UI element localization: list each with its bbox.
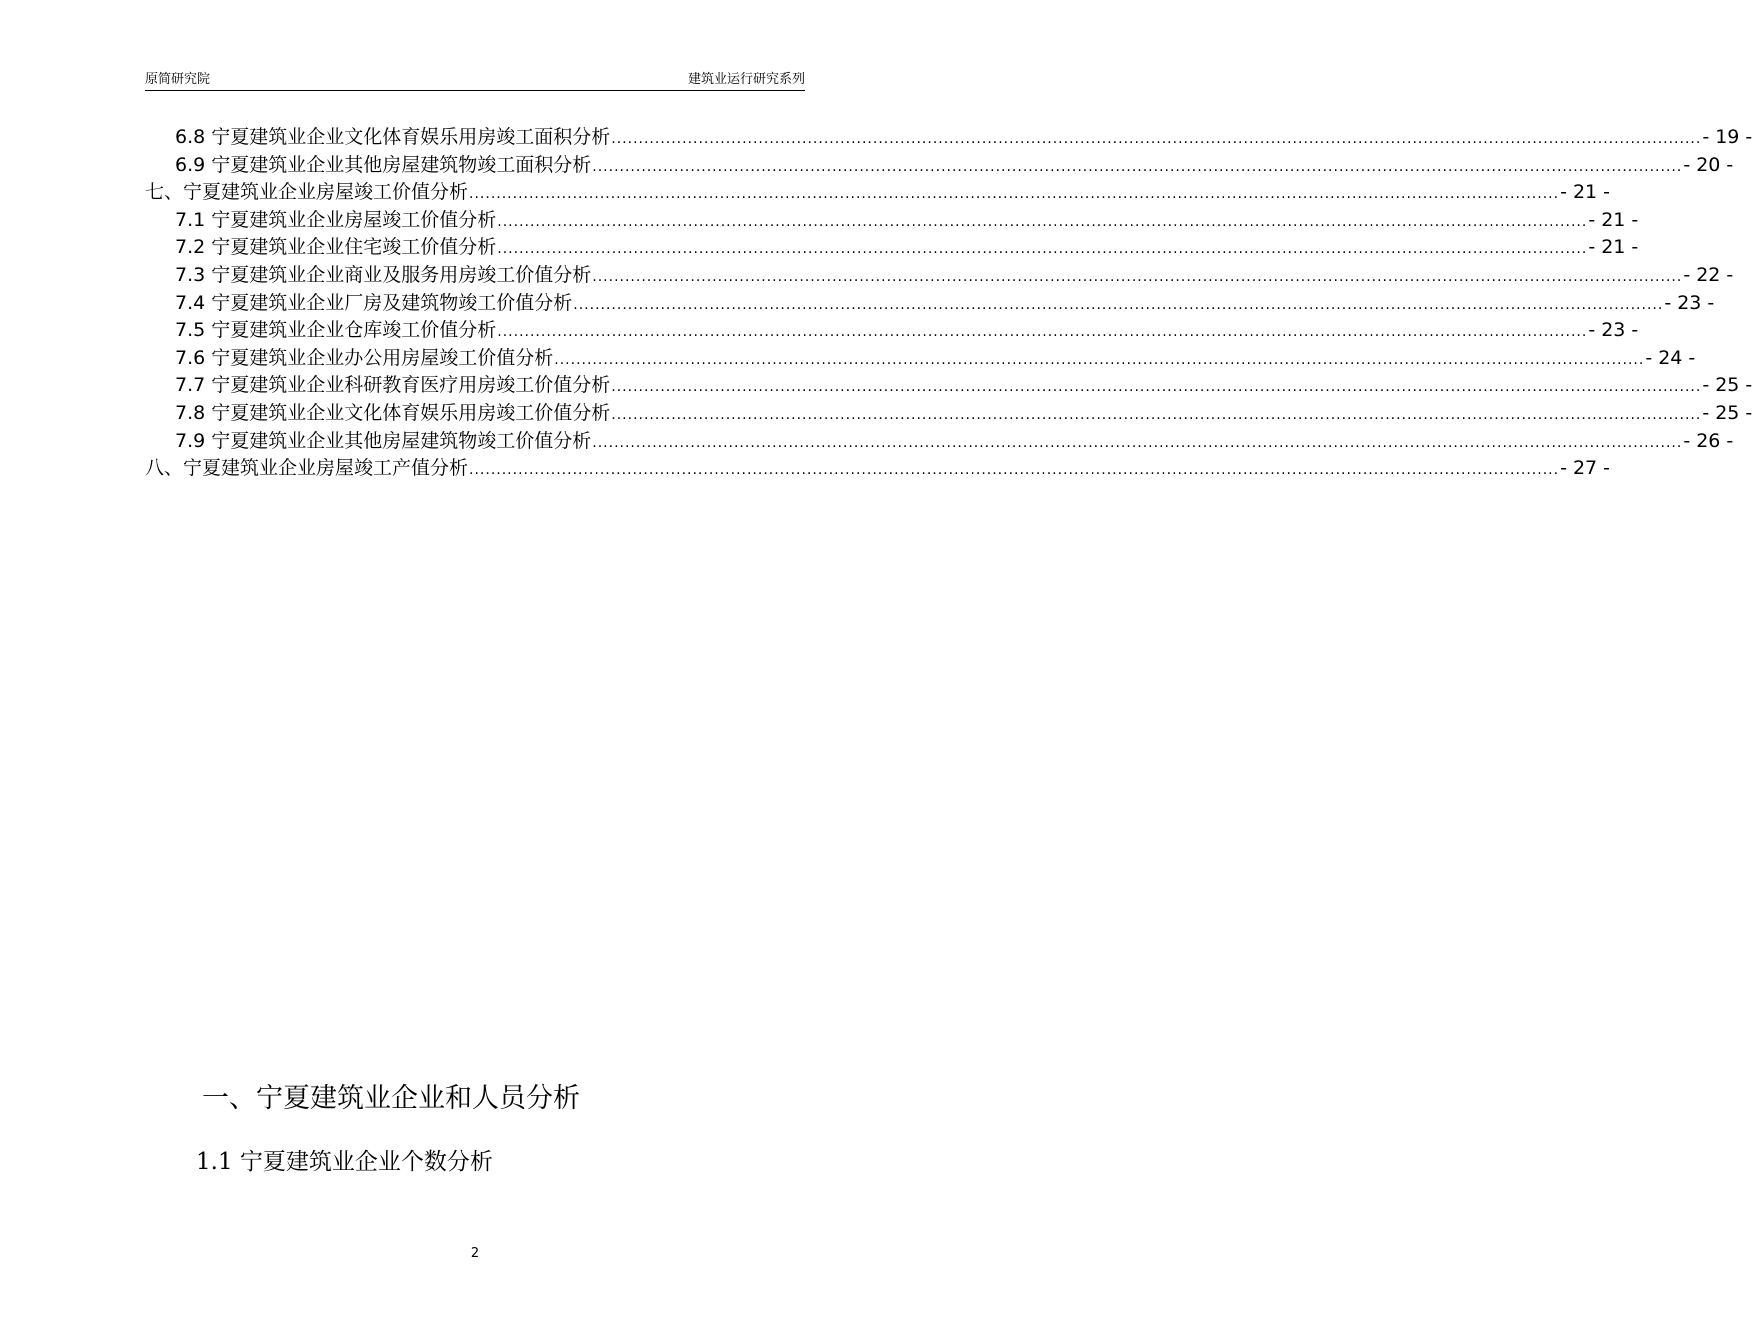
toc-entry-title: 6.9 宁夏建筑业企业其他房屋建筑物竣工面积分析 xyxy=(175,153,592,176)
toc-leader-dots: ........................................................................................................................................................................................................ xyxy=(592,158,1683,175)
toc-entry-page: - 26 - xyxy=(1683,429,1734,452)
toc-leader-dots: ........................................................................................................................................................................................................ xyxy=(611,379,1702,396)
toc-entry-title: 7.5 宁夏建筑业企业仓库竣工价值分析 xyxy=(175,319,497,342)
toc-entry[interactable] xyxy=(145,288,1715,316)
toc-entry[interactable] xyxy=(145,343,1696,371)
toc-entry-page: - 22 - xyxy=(1683,263,1734,286)
toc-entry-page: - 19 - xyxy=(1702,126,1752,148)
toc-entry-title: 7.6 宁夏建筑业企业办公用房屋竣工价值分析 xyxy=(175,346,554,369)
toc-entry-title: 7.7 宁夏建筑业企业科研教育医疗用房竣工价值分析 xyxy=(175,374,611,397)
toc-entry-page: - 21 - xyxy=(1588,208,1639,231)
toc-entry[interactable] xyxy=(145,122,1752,150)
toc-entry[interactable] xyxy=(145,205,1639,233)
toc-entry[interactable] xyxy=(145,453,1611,481)
toc-leader-dots: ........................................................................................................................................................................................................ xyxy=(469,186,1560,203)
toc-entry[interactable] xyxy=(145,177,1611,205)
page-number: 2 xyxy=(470,1246,480,1261)
toc-entry[interactable] xyxy=(145,232,1639,260)
toc-entry-page: - 23 - xyxy=(1664,291,1715,314)
toc-entry-title: 7.9 宁夏建筑业企业其他房屋建筑物竣工价值分析 xyxy=(175,429,592,452)
toc-entry-page: - 24 - xyxy=(1645,346,1696,369)
header-right: 建筑业运行研究系列 xyxy=(687,72,805,87)
toc-entry-page: - 25 - xyxy=(1702,401,1752,424)
table-of-contents xyxy=(145,122,1752,481)
toc-entry[interactable] xyxy=(145,150,1734,178)
toc-entry[interactable] xyxy=(145,315,1639,343)
toc-entry[interactable] xyxy=(145,260,1734,288)
section-heading: 一、宁夏建筑业企业和人员分析 xyxy=(202,1083,580,1114)
header-left: 原简研究院 xyxy=(145,72,211,87)
toc-leader-dots: ........................................................................................................................................................................................................ xyxy=(611,131,1702,147)
toc-entry-page: - 21 - xyxy=(1560,181,1611,204)
header-divider xyxy=(145,90,805,91)
toc-entry-title: 7.4 宁夏建筑业企业厂房及建筑物竣工价值分析 xyxy=(175,291,573,314)
toc-entry-page: - 23 - xyxy=(1588,319,1639,342)
toc-leader-dots: ........................................................................................................................................................................................................ xyxy=(592,268,1683,285)
toc-leader-dots: ........................................................................................................................................................................................................ xyxy=(469,462,1560,479)
toc-entry-title: 7.8 宁夏建筑业企业文化体育娱乐用房竣工价值分析 xyxy=(175,401,611,424)
toc-entry[interactable] xyxy=(145,398,1752,426)
toc-entry-page: - 27 - xyxy=(1560,457,1611,480)
toc-entry-title: 八、宁夏建筑业企业房屋竣工产值分析 xyxy=(145,457,469,480)
toc-entry-title: 七、宁夏建筑业企业房屋竣工价值分析 xyxy=(145,181,469,204)
toc-entry-page: - 21 - xyxy=(1588,236,1639,259)
toc-entry-title: 7.1 宁夏建筑业企业房屋竣工价值分析 xyxy=(175,208,497,231)
toc-entry[interactable] xyxy=(145,370,1752,398)
toc-entry-page: - 25 - xyxy=(1702,374,1752,397)
toc-leader-dots: ........................................................................................................................................................................................................ xyxy=(497,241,1588,258)
toc-entry-title: 7.2 宁夏建筑业企业住宅竣工价值分析 xyxy=(175,236,497,259)
toc-leader-dots: ........................................................................................................................................................................................................ xyxy=(611,406,1702,423)
subsection-heading: 1.1 宁夏建筑业企业个数分析 xyxy=(196,1149,493,1175)
toc-entry[interactable] xyxy=(145,426,1734,454)
toc-entry-page: - 20 - xyxy=(1683,153,1734,176)
toc-leader-dots: ........................................................................................................................................................................................................ xyxy=(573,296,1664,313)
toc-leader-dots: ........................................................................................................................................................................................................ xyxy=(497,324,1588,341)
toc-leader-dots: ........................................................................................................................................................................................................ xyxy=(592,434,1683,451)
toc-leader-dots: ........................................................................................................................................................................................................ xyxy=(497,213,1588,230)
toc-leader-dots: ........................................................................................................................................................................................................ xyxy=(554,351,1645,368)
toc-entry-title: 6.8 宁夏建筑业企业文化体育娱乐用房竣工面积分析 xyxy=(175,126,611,148)
toc-entry-title: 7.3 宁夏建筑业企业商业及服务用房竣工价值分析 xyxy=(175,263,592,286)
